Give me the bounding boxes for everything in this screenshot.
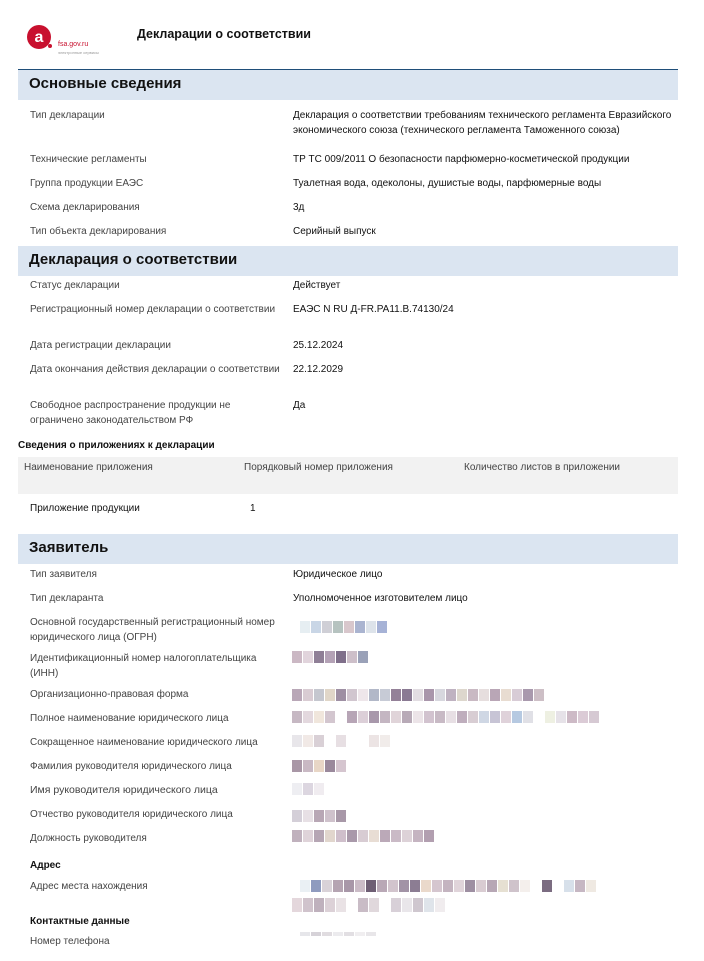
label-object-type: Тип объекта декларирования [30, 226, 167, 237]
attachment-number-cell: 1 [250, 503, 256, 514]
label-head-position: Должность руководителя [30, 833, 147, 844]
value-expiry-date: 22.12.2029 [293, 364, 344, 375]
logo-letter: a [34, 29, 44, 46]
attachments-table-header [18, 457, 678, 494]
label-declaration-type: Тип декларации [30, 110, 105, 121]
column-attachment-number: Порядковый номер приложения [244, 462, 393, 473]
label-head-patronymic: Отчество руководителя юридического лица [30, 809, 233, 820]
value-product-group: Туалетная вода, одеколоны, душистые воды, парфюмерные воды [293, 178, 602, 189]
label-free-circulation: Свободное распространение продукции не ограничено законодательством РФ [30, 400, 231, 426]
redacted-inn [292, 651, 368, 663]
value-reg-date: 25.12.2024 [293, 340, 344, 351]
redacted-head-patronymic [292, 810, 346, 822]
label-tech-regulations: Технические регламенты [30, 154, 147, 165]
fsa-logo[interactable] [26, 24, 126, 58]
value-declaration-scheme: 3д [293, 202, 305, 213]
label-reg-number: Регистрационный номер декларации о соответствии [30, 304, 276, 315]
label-head-name: Имя руководителя юридического лица [30, 784, 218, 796]
label-expiry-date: Дата окончания действия декларации о соответствии [30, 364, 280, 375]
page-title: Декларации о соответствии [137, 27, 311, 41]
value-status: Действует [293, 280, 341, 291]
label-inn: Идентификационный номер налогоплательщика (ИНН) [30, 653, 257, 679]
redacted-address-line-1 [300, 880, 596, 892]
redacted-head-name [292, 783, 324, 795]
label-product-group: Группа продукции ЕАЭС [30, 178, 144, 189]
redacted-short-name [292, 735, 390, 747]
label-head-surname: Фамилия руководителя юридического лица [30, 761, 232, 772]
value-tech-regulations: ТР ТС 009/2011 О безопасности парфюмерно-косметической продукции [293, 154, 630, 165]
column-attachment-sheets: Количество листов в приложении [464, 462, 621, 473]
redacted-full-name [292, 711, 599, 723]
label-declaration-scheme: Схема декларирования [30, 202, 140, 213]
label-full-name: Полное наименование юридического лица [30, 713, 229, 724]
contacts-heading: Контактные данные [30, 916, 130, 927]
label-short-name: Сокращенное наименование юридического лица [30, 737, 258, 748]
value-declarant-type: Уполномоченное изготовителем лицо [293, 593, 468, 604]
value-reg-number: ЕАЭС N RU Д-FR.PA11.B.74130/24 [293, 304, 454, 315]
redacted-legal-form [292, 689, 544, 701]
section-declaration: Декларация о соответствии [18, 246, 678, 276]
label-ogrn: Основной государственный регистрационный номер юридического лица (ОГРН) [30, 617, 275, 643]
column-attachment-name: Наименование приложения [24, 462, 153, 473]
value-declaration-type: Декларация о соответствии требованиям технического регламента Евразийского экономического союза (технического регламента Таможенного союза) [293, 110, 672, 136]
value-applicant-type: Юридическое лицо [293, 569, 383, 580]
section-applicant: Заявитель [18, 534, 678, 564]
logo-site: fsa.gov.ru [58, 41, 89, 48]
redacted-head-position [292, 830, 434, 842]
label-legal-form: Организационно-правовая форма [30, 689, 189, 700]
label-declarant-type: Тип декларанта [30, 593, 104, 604]
label-applicant-type: Тип заявителя [30, 569, 97, 580]
fsa-logo-icon [26, 24, 52, 50]
attachment-name-cell: Приложение продукции [30, 503, 140, 514]
section-basic: Основные сведения [18, 70, 678, 100]
redacted-head-surname [292, 760, 346, 772]
label-phone: Номер телефона [30, 936, 110, 947]
attachments-heading: Сведения о приложениях к декларации [18, 440, 215, 451]
label-status: Статус декларации [30, 280, 120, 291]
label-reg-date: Дата регистрации декларации [30, 340, 171, 351]
redacted-ogrn [300, 621, 387, 633]
value-free-circulation: Да [293, 400, 306, 411]
address-heading: Адрес [30, 860, 61, 871]
logo-subtitle: электронные сервисы [58, 50, 99, 55]
redacted-address-line-2 [292, 898, 445, 912]
value-object-type: Серийный выпуск [293, 226, 376, 237]
redacted-phone [300, 932, 376, 936]
label-address: Адрес места нахождения [30, 881, 148, 892]
